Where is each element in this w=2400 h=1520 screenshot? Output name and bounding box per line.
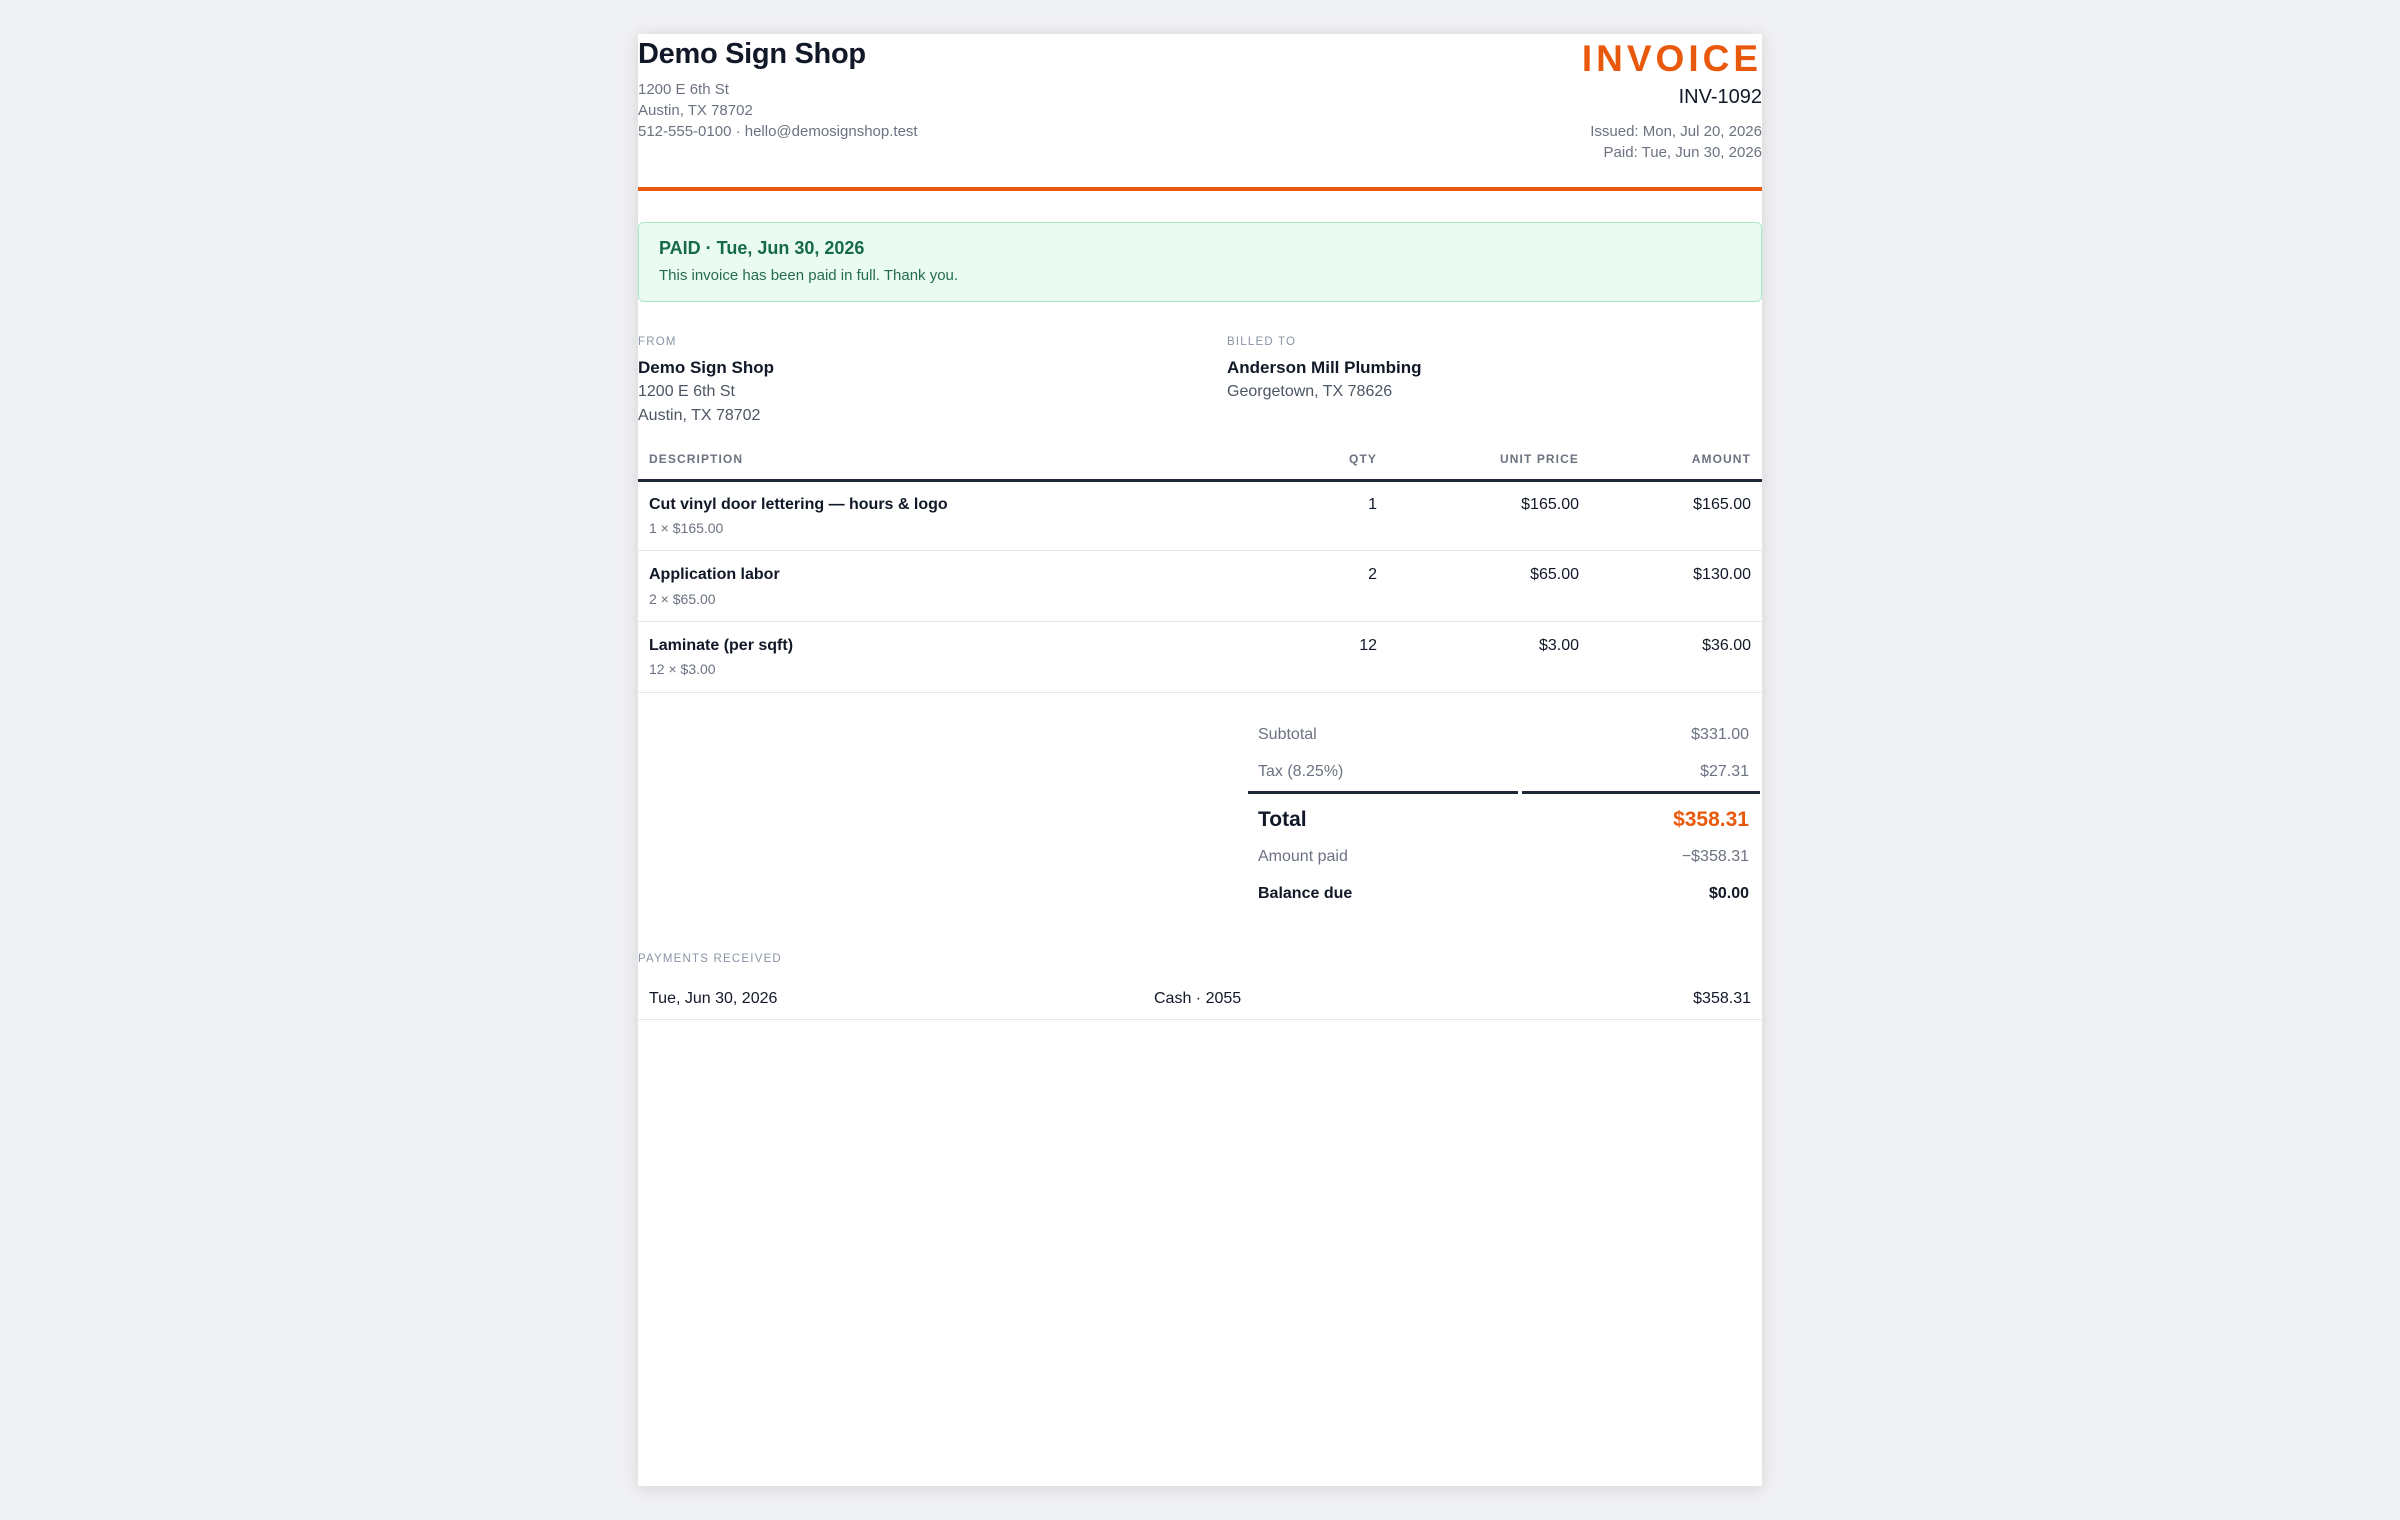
payment-row-divider: [638, 1019, 1762, 1020]
row-divider: [638, 550, 1762, 551]
total-rule-right: [1522, 791, 1760, 794]
business-address-line1: 1200 E 6th St: [638, 81, 729, 98]
subtotal-label: Subtotal: [1258, 726, 1317, 743]
column-header-description: DESCRIPTION: [649, 452, 744, 466]
payment-date: Tue, Jun 30, 2026: [649, 990, 778, 1007]
business-name: Demo Sign Shop: [638, 38, 866, 70]
line-item-unit-price: $3.00: [1538, 637, 1579, 654]
billed-to-address: Georgetown, TX 78626: [1227, 383, 1393, 400]
total-value: $358.31: [1673, 808, 1749, 831]
line-item-detail: 12 × $3.00: [649, 661, 716, 677]
column-header-unit-price: UNIT PRICE: [1499, 452, 1579, 466]
issued-date: Issued: Mon, Jul 20, 2026: [1590, 123, 1762, 140]
paid-status-banner: [638, 222, 1762, 302]
payment-method: Cash · 2055: [1154, 990, 1242, 1007]
line-item-amount: $165.00: [1693, 496, 1751, 513]
line-item-description: Laminate (per sqft): [649, 637, 794, 654]
paid-status-message: This invoice has been paid in full. Thank you.: [659, 267, 959, 284]
invoice-page: [638, 34, 1762, 1486]
total-rule-left: [1248, 791, 1518, 794]
column-header-amount: AMOUNT: [1691, 452, 1751, 466]
balance-due-label: Balance due: [1258, 885, 1353, 902]
from-address-line1: 1200 E 6th St: [638, 383, 735, 400]
line-item-qty: 12: [1359, 637, 1377, 654]
from-name: Demo Sign Shop: [638, 358, 774, 377]
table-header-rule: [638, 479, 1762, 482]
billed-to-caption: BILLED TO: [1227, 336, 1297, 348]
business-contact: 512-555-0100 · hello@demosignshop.test: [638, 123, 918, 140]
line-item-amount: $36.00: [1702, 637, 1751, 654]
tax-label: Tax (8.25%): [1258, 763, 1344, 780]
line-item-description: Application labor: [649, 566, 780, 583]
line-item-unit-price: $65.00: [1530, 566, 1579, 583]
row-divider: [638, 692, 1762, 693]
header-divider: [638, 187, 1762, 191]
line-item-amount: $130.00: [1693, 566, 1751, 583]
total-label: Total: [1258, 808, 1307, 831]
invoice-number: INV-1092: [1678, 86, 1762, 108]
column-header-qty: QTY: [1349, 452, 1377, 466]
line-item-qty: 2: [1368, 566, 1377, 583]
business-address-line2: Austin, TX 78702: [638, 102, 753, 119]
row-divider: [638, 621, 1762, 622]
line-item-qty: 1: [1368, 496, 1377, 513]
invoice-title: INVOICE: [1581, 38, 1762, 79]
paid-date: Paid: Tue, Jun 30, 2026: [1603, 144, 1762, 161]
subtotal-value: $331.00: [1691, 726, 1749, 743]
line-item-detail: 2 × $65.00: [649, 591, 716, 607]
billed-to-name: Anderson Mill Plumbing: [1227, 358, 1422, 377]
balance-due-value: $0.00: [1708, 885, 1749, 902]
amount-paid-label: Amount paid: [1258, 848, 1348, 865]
from-address-line2: Austin, TX 78702: [638, 407, 761, 424]
payments-caption: PAYMENTS RECEIVED: [638, 953, 782, 965]
from-caption: FROM: [638, 336, 677, 348]
payment-amount: $358.31: [1693, 990, 1751, 1007]
line-item-unit-price: $165.00: [1521, 496, 1579, 513]
paid-status-headline: PAID · Tue, Jun 30, 2026: [659, 238, 865, 258]
tax-value: $27.31: [1700, 763, 1749, 780]
line-item-description: Cut vinyl door lettering — hours & logo: [649, 496, 948, 513]
amount-paid-value: −$358.31: [1681, 848, 1749, 865]
line-item-detail: 1 × $165.00: [649, 520, 724, 536]
